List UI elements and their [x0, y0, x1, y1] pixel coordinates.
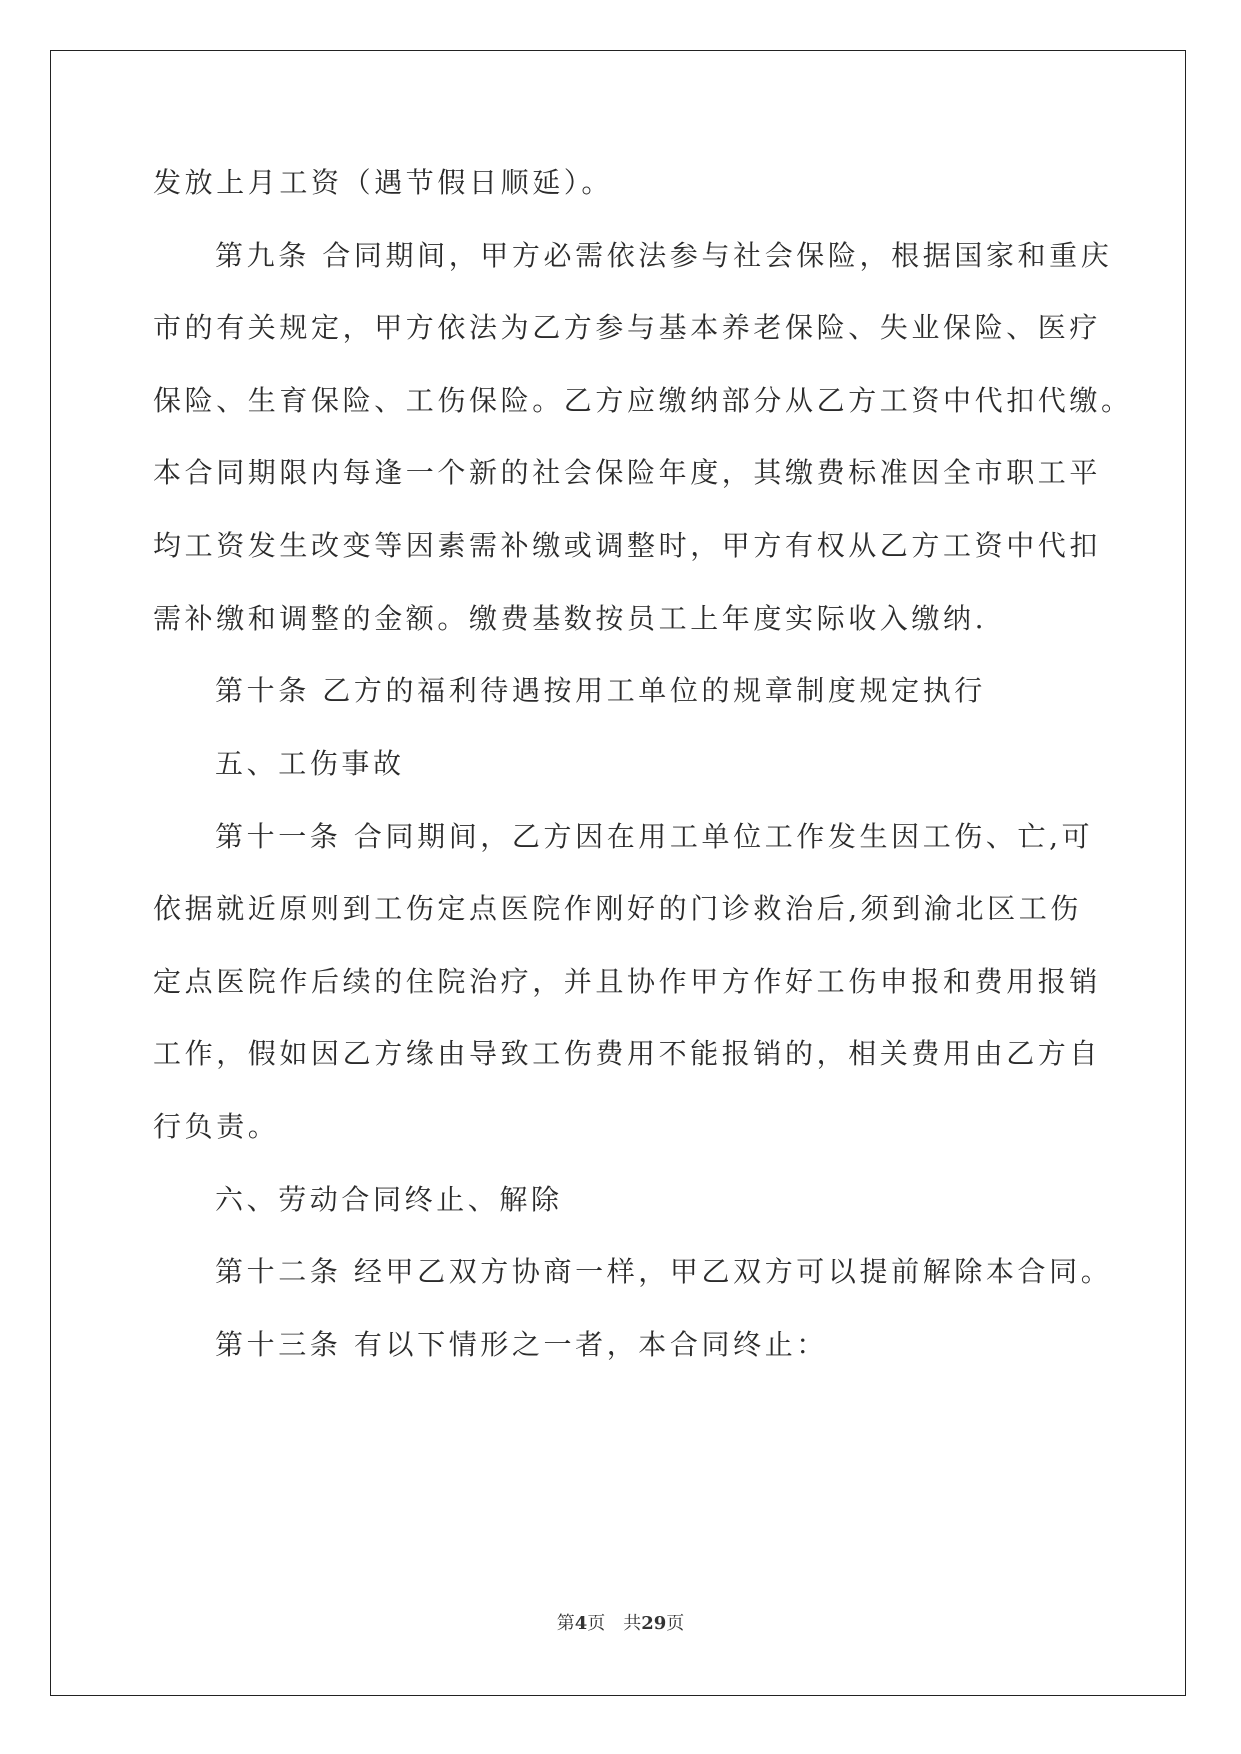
section-heading-5: 五、工伤事故 [215, 747, 405, 780]
section-heading-6: 六、劳动合同终止、解除 [215, 1183, 563, 1216]
text-line-1: 发放上月工资（遇节假日顺延）。 [153, 166, 614, 199]
text-line-11: 依据就近原则到工伤定点医院作刚好的门诊救治后,须到渝北区工伤 [153, 892, 1082, 925]
text-line-3: 市的有关规定，甲方依法为乙方参与基本养老保险、失业保险、医疗 [153, 311, 1102, 344]
text-line-5: 本合同期限内每逢一个新的社会保险年度，其缴费标准因全市职工平 [153, 456, 1102, 489]
text-line-17: 第十三条 有以下情形之一者，本合同终止： [215, 1328, 828, 1361]
page-prefix: 第 [556, 1613, 575, 1634]
text-line-6: 均工资发生改变等因素需补缴或调整时，甲方有权从乙方工资中代扣 [153, 529, 1102, 562]
text-line-4: 保险、生育保险、工伤保险。乙方应缴纳部分从乙方工资中代扣代缴。 [153, 384, 1133, 417]
text-line-8: 第十条 乙方的福利待遇按用工单位的规章制度规定执行 [215, 674, 986, 707]
page-border [50, 50, 1186, 1696]
page-suffix: 页 [587, 1613, 606, 1634]
text-line-12: 定点医院作后续的住院治疗，并且协作甲方作好工伤申报和费用报销 [153, 965, 1102, 998]
page-number: 4 [574, 1613, 588, 1634]
page-footer [0, 1612, 1241, 1636]
total-pages: 29 [641, 1613, 667, 1634]
total-prefix: 共 [623, 1613, 642, 1634]
text-line-14: 行负责。 [153, 1110, 280, 1143]
text-line-2: 第九条 合同期间，甲方必需依法参与社会保险，根据国家和重庆 [215, 239, 1113, 272]
text-line-13: 工作，假如因乙方缘由导致工伤费用不能报销的，相关费用由乙方自 [153, 1037, 1102, 1070]
text-line-7: 需补缴和调整的金额。缴费基数按员工上年度实际收入缴纳. [153, 602, 988, 635]
text-line-10: 第十一条 合同期间，乙方因在用工单位工作发生因工伤、亡,可 [215, 820, 1094, 853]
text-line-16: 第十二条 经甲乙双方协商一样，甲乙双方可以提前解除本合同。 [215, 1255, 1113, 1288]
total-suffix: 页 [666, 1613, 685, 1634]
